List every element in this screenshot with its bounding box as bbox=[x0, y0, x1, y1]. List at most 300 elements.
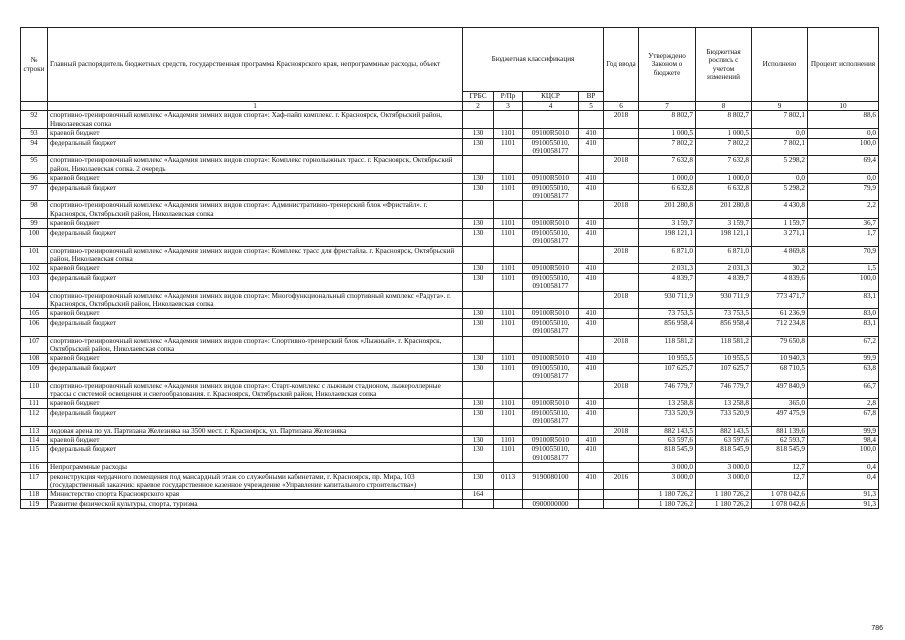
table-row bbox=[21, 408, 879, 426]
header-executed: Исполнено bbox=[752, 28, 808, 102]
row-number: 110 bbox=[21, 381, 48, 399]
row-rpr bbox=[494, 336, 523, 354]
row-year bbox=[604, 174, 639, 183]
row-year bbox=[604, 490, 639, 499]
header-description: Главный распорядитель бюджетных средств, государственная программа Красноярского края, непрограммные расходы, объект bbox=[48, 28, 463, 102]
row-percent: 69,4 bbox=[808, 156, 879, 174]
row-kcsr bbox=[523, 246, 579, 264]
row-description: спортивно-тренировочный комплекс «Академия зимних видов спорта»: Многофункциональный спортивный комплекс «Радуга». г. Красноярск, Октябрьский район, Николаевская сопка bbox=[48, 291, 463, 309]
row-approved: 930 711,9 bbox=[639, 291, 696, 309]
column-number: 2 bbox=[463, 102, 494, 111]
row-percent: 67,8 bbox=[808, 408, 879, 426]
table-row bbox=[21, 264, 879, 273]
table-row bbox=[21, 201, 879, 219]
row-year: 2018 bbox=[604, 201, 639, 219]
row-schedule: 1 000,0 bbox=[696, 174, 752, 183]
row-vr bbox=[579, 381, 604, 399]
row-year: 2018 bbox=[604, 381, 639, 399]
row-description: федеральный бюджет bbox=[48, 318, 463, 336]
row-schedule: 6 871,0 bbox=[696, 246, 752, 264]
row-description: краевой бюджет bbox=[48, 129, 463, 138]
row-description: федеральный бюджет bbox=[48, 408, 463, 426]
row-approved: 3 000,0 bbox=[639, 463, 696, 472]
row-approved: 2 031,3 bbox=[639, 264, 696, 273]
row-schedule: 73 753,5 bbox=[696, 309, 752, 318]
row-grbs: 130 bbox=[463, 472, 494, 490]
row-executed: 773 471,7 bbox=[752, 291, 808, 309]
table-row bbox=[21, 246, 879, 264]
row-executed: 712 234,8 bbox=[752, 318, 808, 336]
row-schedule: 746 779,7 bbox=[696, 381, 752, 399]
row-rpr bbox=[494, 156, 523, 174]
row-executed: 7 802,1 bbox=[752, 138, 808, 156]
row-vr bbox=[579, 499, 604, 508]
row-grbs bbox=[463, 499, 494, 508]
row-kcsr bbox=[523, 426, 579, 435]
row-year bbox=[604, 318, 639, 336]
row-executed: 1 078 042,6 bbox=[752, 490, 808, 499]
row-percent: 91,3 bbox=[808, 490, 879, 499]
row-grbs bbox=[463, 291, 494, 309]
row-year bbox=[604, 228, 639, 246]
row-rpr: 1101 bbox=[494, 138, 523, 156]
row-number: 114 bbox=[21, 436, 48, 445]
header-vr: ВР bbox=[579, 92, 604, 102]
row-kcsr bbox=[523, 463, 579, 472]
row-percent: 100,0 bbox=[808, 138, 879, 156]
header-rpr: Р/Пр bbox=[494, 92, 523, 102]
row-year bbox=[604, 354, 639, 363]
row-grbs: 130 bbox=[463, 264, 494, 273]
row-rpr: 1101 bbox=[494, 309, 523, 318]
row-number: 104 bbox=[21, 291, 48, 309]
row-kcsr: 09100R5010 bbox=[523, 174, 579, 183]
row-kcsr: 9190080100 bbox=[523, 472, 579, 490]
budget-document bbox=[20, 27, 878, 509]
row-executed: 0,0 bbox=[752, 174, 808, 183]
row-kcsr: 09100R5010 bbox=[523, 219, 579, 228]
row-description: Развитие физической культуры, спорта, туризма bbox=[48, 499, 463, 508]
row-number: 98 bbox=[21, 201, 48, 219]
column-number: 8 bbox=[696, 102, 752, 111]
row-grbs: 130 bbox=[463, 273, 494, 291]
row-executed: 62 593,7 bbox=[752, 436, 808, 445]
row-number: 111 bbox=[21, 399, 48, 408]
table-row bbox=[21, 336, 879, 354]
row-schedule: 7 632,8 bbox=[696, 156, 752, 174]
row-approved: 7 802,2 bbox=[639, 138, 696, 156]
row-vr: 410 bbox=[579, 174, 604, 183]
row-grbs: 130 bbox=[463, 318, 494, 336]
row-percent: 1,5 bbox=[808, 264, 879, 273]
row-description: федеральный бюджет bbox=[48, 363, 463, 381]
row-approved: 1 000,0 bbox=[639, 174, 696, 183]
row-number: 109 bbox=[21, 363, 48, 381]
row-approved: 6 871,0 bbox=[639, 246, 696, 264]
row-description: федеральный бюджет bbox=[48, 183, 463, 201]
row-schedule: 1 180 726,2 bbox=[696, 499, 752, 508]
row-percent: 0,0 bbox=[808, 129, 879, 138]
row-description: краевой бюджет bbox=[48, 264, 463, 273]
row-schedule: 201 280,8 bbox=[696, 201, 752, 219]
row-rpr: 0113 bbox=[494, 472, 523, 490]
row-grbs: 130 bbox=[463, 309, 494, 318]
row-grbs: 164 bbox=[463, 490, 494, 499]
row-percent: 0,0 bbox=[808, 174, 879, 183]
row-rpr bbox=[494, 499, 523, 508]
row-rpr: 1101 bbox=[494, 436, 523, 445]
row-kcsr: 09100R5010 bbox=[523, 264, 579, 273]
row-rpr bbox=[494, 490, 523, 499]
table-row bbox=[21, 156, 879, 174]
header-kcsr: КЦСР bbox=[523, 92, 579, 102]
column-numbers-row bbox=[21, 102, 879, 111]
column-number: 9 bbox=[752, 102, 808, 111]
row-grbs bbox=[463, 381, 494, 399]
row-executed: 4 869,8 bbox=[752, 246, 808, 264]
row-rpr: 1101 bbox=[494, 183, 523, 201]
row-approved: 1 000,5 bbox=[639, 129, 696, 138]
row-number: 113 bbox=[21, 426, 48, 435]
table-row bbox=[21, 129, 879, 138]
row-kcsr bbox=[523, 156, 579, 174]
table-row bbox=[21, 472, 879, 490]
row-description: спортивно-тренировочный комплекс «Академия зимних видов спорта»: Комплекс трасс для фристайла. г. Красноярск, Октябрьский район, Николаевская сопка bbox=[48, 246, 463, 264]
row-vr: 410 bbox=[579, 228, 604, 246]
row-number: 94 bbox=[21, 138, 48, 156]
row-approved: 107 625,7 bbox=[639, 363, 696, 381]
row-number: 112 bbox=[21, 408, 48, 426]
row-vr: 410 bbox=[579, 472, 604, 490]
row-kcsr bbox=[523, 381, 579, 399]
row-grbs: 130 bbox=[463, 445, 494, 463]
row-description: федеральный бюджет bbox=[48, 138, 463, 156]
header-budget-classification: Бюджетная классификация bbox=[463, 28, 604, 92]
row-rpr: 1101 bbox=[494, 129, 523, 138]
row-schedule: 3 159,7 bbox=[696, 219, 752, 228]
row-percent: 88,6 bbox=[808, 111, 879, 129]
row-rpr bbox=[494, 291, 523, 309]
table-row bbox=[21, 309, 879, 318]
row-approved: 3 159,7 bbox=[639, 219, 696, 228]
row-kcsr: 0910055010, 0910058177 bbox=[523, 445, 579, 463]
table-row bbox=[21, 363, 879, 381]
row-percent: 2,2 bbox=[808, 201, 879, 219]
row-approved: 13 258,8 bbox=[639, 399, 696, 408]
table-row bbox=[21, 463, 879, 472]
row-year bbox=[604, 436, 639, 445]
row-description: федеральный бюджет bbox=[48, 228, 463, 246]
row-kcsr: 09100R5010 bbox=[523, 309, 579, 318]
header-row-no: № строки bbox=[21, 28, 48, 102]
row-executed: 4 839,6 bbox=[752, 273, 808, 291]
row-approved: 8 802,7 bbox=[639, 111, 696, 129]
row-description: спортивно-тренировочный комплекс «Академия зимних видов спорта»: Старт-комплекс с лыжным стадионом, лыжероллерные трассы с системой освещения и снегообразования. г. Красноярск, Октябрьский район, Николаевская сопка bbox=[48, 381, 463, 399]
row-grbs bbox=[463, 246, 494, 264]
row-schedule: 2 031,3 bbox=[696, 264, 752, 273]
row-executed: 881 139,6 bbox=[752, 426, 808, 435]
row-executed: 1 078 042,6 bbox=[752, 499, 808, 508]
table-row bbox=[21, 499, 879, 508]
row-rpr: 1101 bbox=[494, 354, 523, 363]
row-year bbox=[604, 183, 639, 201]
table-row bbox=[21, 381, 879, 399]
column-number: 5 bbox=[579, 102, 604, 111]
row-schedule: 8 802,7 bbox=[696, 111, 752, 129]
row-year bbox=[604, 399, 639, 408]
row-approved: 1 180 726,2 bbox=[639, 499, 696, 508]
table-row bbox=[21, 183, 879, 201]
row-kcsr: 0910055010, 0910058177 bbox=[523, 318, 579, 336]
row-number: 115 bbox=[21, 445, 48, 463]
row-schedule: 107 625,7 bbox=[696, 363, 752, 381]
row-executed: 1 159,7 bbox=[752, 219, 808, 228]
row-schedule: 198 121,1 bbox=[696, 228, 752, 246]
row-schedule: 3 000,0 bbox=[696, 472, 752, 490]
row-schedule: 118 581,2 bbox=[696, 336, 752, 354]
row-percent: 83,0 bbox=[808, 309, 879, 318]
row-grbs: 130 bbox=[463, 436, 494, 445]
row-kcsr: 09100R5010 bbox=[523, 399, 579, 408]
row-vr bbox=[579, 156, 604, 174]
row-approved: 198 121,1 bbox=[639, 228, 696, 246]
row-number: 102 bbox=[21, 264, 48, 273]
column-number: 7 bbox=[639, 102, 696, 111]
row-grbs: 130 bbox=[463, 174, 494, 183]
row-rpr: 1101 bbox=[494, 408, 523, 426]
row-executed: 3 271,1 bbox=[752, 228, 808, 246]
row-vr bbox=[579, 490, 604, 499]
row-number: 117 bbox=[21, 472, 48, 490]
row-number: 107 bbox=[21, 336, 48, 354]
row-percent: 36,7 bbox=[808, 219, 879, 228]
row-vr: 410 bbox=[579, 183, 604, 201]
row-number: 108 bbox=[21, 354, 48, 363]
row-number: 105 bbox=[21, 309, 48, 318]
row-grbs: 130 bbox=[463, 363, 494, 381]
row-rpr bbox=[494, 201, 523, 219]
row-percent: 79,9 bbox=[808, 183, 879, 201]
row-percent: 2,8 bbox=[808, 399, 879, 408]
row-number: 97 bbox=[21, 183, 48, 201]
column-number: 4 bbox=[523, 102, 579, 111]
row-rpr: 1101 bbox=[494, 445, 523, 463]
header-percent: Процент исполнения bbox=[808, 28, 879, 102]
row-description: краевой бюджет bbox=[48, 174, 463, 183]
row-schedule: 856 958,4 bbox=[696, 318, 752, 336]
row-vr: 410 bbox=[579, 264, 604, 273]
row-description: спортивно-тренировочный комплекс «Академия зимних видов спорта»: Хаф-пайп комплекс. г. Красноярск, Октябрьский район, Николаевская сопка bbox=[48, 111, 463, 129]
row-year: 2018 bbox=[604, 336, 639, 354]
row-number: 118 bbox=[21, 490, 48, 499]
row-kcsr bbox=[523, 111, 579, 129]
row-description: Непрограммные расходы bbox=[48, 463, 463, 472]
row-description: краевой бюджет bbox=[48, 436, 463, 445]
row-vr bbox=[579, 291, 604, 309]
row-grbs: 130 bbox=[463, 129, 494, 138]
row-description: федеральный бюджет bbox=[48, 273, 463, 291]
row-grbs: 130 bbox=[463, 354, 494, 363]
column-number: 10 bbox=[808, 102, 879, 111]
row-percent: 99,9 bbox=[808, 426, 879, 435]
row-executed: 5 298,2 bbox=[752, 183, 808, 201]
row-rpr: 1101 bbox=[494, 318, 523, 336]
header-approved: Утверждено Законом о бюджете bbox=[639, 28, 696, 102]
row-executed: 68 710,5 bbox=[752, 363, 808, 381]
row-vr: 410 bbox=[579, 436, 604, 445]
row-number: 99 bbox=[21, 219, 48, 228]
row-executed: 30,2 bbox=[752, 264, 808, 273]
row-executed: 5 298,2 bbox=[752, 156, 808, 174]
table-row bbox=[21, 138, 879, 156]
row-year bbox=[604, 445, 639, 463]
row-year bbox=[604, 363, 639, 381]
row-grbs: 130 bbox=[463, 228, 494, 246]
row-year bbox=[604, 219, 639, 228]
row-year: 2018 bbox=[604, 246, 639, 264]
row-grbs bbox=[463, 201, 494, 219]
row-rpr: 1101 bbox=[494, 228, 523, 246]
row-kcsr: 09100R5010 bbox=[523, 436, 579, 445]
row-percent: 63,8 bbox=[808, 363, 879, 381]
table-body bbox=[21, 111, 879, 509]
row-schedule: 930 711,9 bbox=[696, 291, 752, 309]
table-header bbox=[21, 28, 879, 111]
row-kcsr: 0910055010, 0910058177 bbox=[523, 183, 579, 201]
row-vr: 410 bbox=[579, 309, 604, 318]
row-number: 116 bbox=[21, 463, 48, 472]
row-description: федеральный бюджет bbox=[48, 445, 463, 463]
row-number: 106 bbox=[21, 318, 48, 336]
row-description: краевой бюджет bbox=[48, 309, 463, 318]
row-vr: 410 bbox=[579, 273, 604, 291]
row-approved: 73 753,5 bbox=[639, 309, 696, 318]
row-year: 2016 bbox=[604, 472, 639, 490]
table-row bbox=[21, 426, 879, 435]
row-vr bbox=[579, 336, 604, 354]
row-kcsr bbox=[523, 291, 579, 309]
table-row bbox=[21, 490, 879, 499]
row-rpr: 1101 bbox=[494, 219, 523, 228]
row-grbs: 130 bbox=[463, 219, 494, 228]
row-kcsr bbox=[523, 336, 579, 354]
row-description: спортивно-тренировочный комплекс «Академия зимних видов спорта»: Спортивно-тренерский блок «Лыжный». г. Красноярск, Октябрьский район, Николаевская сопка bbox=[48, 336, 463, 354]
row-rpr: 1101 bbox=[494, 273, 523, 291]
row-kcsr: 09100R5010 bbox=[523, 354, 579, 363]
row-number: 103 bbox=[21, 273, 48, 291]
row-description: Министерство спорта Красноярского края bbox=[48, 490, 463, 499]
row-executed: 497 475,9 bbox=[752, 408, 808, 426]
row-schedule: 63 597,6 bbox=[696, 436, 752, 445]
row-approved: 6 632,8 bbox=[639, 183, 696, 201]
row-vr bbox=[579, 426, 604, 435]
row-rpr: 1101 bbox=[494, 363, 523, 381]
row-rpr bbox=[494, 111, 523, 129]
row-vr bbox=[579, 463, 604, 472]
row-executed: 12,7 bbox=[752, 463, 808, 472]
row-schedule: 733 520,9 bbox=[696, 408, 752, 426]
row-number: 96 bbox=[21, 174, 48, 183]
row-grbs bbox=[463, 336, 494, 354]
row-vr bbox=[579, 246, 604, 264]
column-number bbox=[21, 102, 48, 111]
row-number: 119 bbox=[21, 499, 48, 508]
row-percent: 100,0 bbox=[808, 273, 879, 291]
row-rpr: 1101 bbox=[494, 399, 523, 408]
row-year bbox=[604, 463, 639, 472]
row-rpr: 1101 bbox=[494, 174, 523, 183]
row-description: реконструкция чердачного помещения под мансардный этаж со служебными кабинетами, г. Красноярск, пр. Мира, 103 (государственный заказчик: краевое государственное казенное учреждение «Управление капитального строительства») bbox=[48, 472, 463, 490]
row-year bbox=[604, 499, 639, 508]
row-approved: 3 000,0 bbox=[639, 472, 696, 490]
row-executed: 818 545,9 bbox=[752, 445, 808, 463]
row-year bbox=[604, 129, 639, 138]
row-percent: 99,9 bbox=[808, 354, 879, 363]
row-schedule: 1 180 726,2 bbox=[696, 490, 752, 499]
row-schedule: 818 545,9 bbox=[696, 445, 752, 463]
row-executed: 365,0 bbox=[752, 399, 808, 408]
row-approved: 118 581,2 bbox=[639, 336, 696, 354]
row-approved: 201 280,8 bbox=[639, 201, 696, 219]
row-schedule: 10 955,5 bbox=[696, 354, 752, 363]
table-row bbox=[21, 219, 879, 228]
row-vr: 410 bbox=[579, 138, 604, 156]
row-vr bbox=[579, 201, 604, 219]
column-number: 6 bbox=[604, 102, 639, 111]
row-kcsr: 09100R5010 bbox=[523, 129, 579, 138]
table-row bbox=[21, 354, 879, 363]
row-rpr: 1101 bbox=[494, 264, 523, 273]
row-description: спортивно-тренировочный комплекс «Академия зимних видов спорта»: Комплекс горнолыжных трасс. г. Красноярск, Октябрьский район, Николаевская сопка. 2 очередь bbox=[48, 156, 463, 174]
row-kcsr: 0910055010, 0910058177 bbox=[523, 138, 579, 156]
table-row bbox=[21, 318, 879, 336]
header-grbs: ГРБС bbox=[463, 92, 494, 102]
row-year: 2018 bbox=[604, 291, 639, 309]
row-executed: 79 650,8 bbox=[752, 336, 808, 354]
row-schedule: 882 143,5 bbox=[696, 426, 752, 435]
row-grbs bbox=[463, 463, 494, 472]
header-year: Год ввода bbox=[604, 28, 639, 102]
row-kcsr bbox=[523, 490, 579, 499]
table-row bbox=[21, 273, 879, 291]
row-percent: 66,7 bbox=[808, 381, 879, 399]
row-grbs bbox=[463, 156, 494, 174]
row-percent: 67,2 bbox=[808, 336, 879, 354]
row-percent: 83,1 bbox=[808, 318, 879, 336]
row-approved: 63 597,6 bbox=[639, 436, 696, 445]
row-year bbox=[604, 264, 639, 273]
row-percent: 83,1 bbox=[808, 291, 879, 309]
row-kcsr bbox=[523, 201, 579, 219]
row-executed: 4 430,8 bbox=[752, 201, 808, 219]
table-row bbox=[21, 399, 879, 408]
row-description: краевой бюджет bbox=[48, 354, 463, 363]
row-executed: 12,7 bbox=[752, 472, 808, 490]
row-year bbox=[604, 138, 639, 156]
row-kcsr: 0910055010, 0910058177 bbox=[523, 228, 579, 246]
row-rpr bbox=[494, 426, 523, 435]
table-row bbox=[21, 445, 879, 463]
table-row bbox=[21, 111, 879, 129]
row-approved: 856 958,4 bbox=[639, 318, 696, 336]
row-schedule: 6 632,8 bbox=[696, 183, 752, 201]
table-row bbox=[21, 228, 879, 246]
row-grbs: 130 bbox=[463, 408, 494, 426]
row-vr: 410 bbox=[579, 354, 604, 363]
row-number: 93 bbox=[21, 129, 48, 138]
column-number: 3 bbox=[494, 102, 523, 111]
row-kcsr: 0910055010, 0910058177 bbox=[523, 408, 579, 426]
